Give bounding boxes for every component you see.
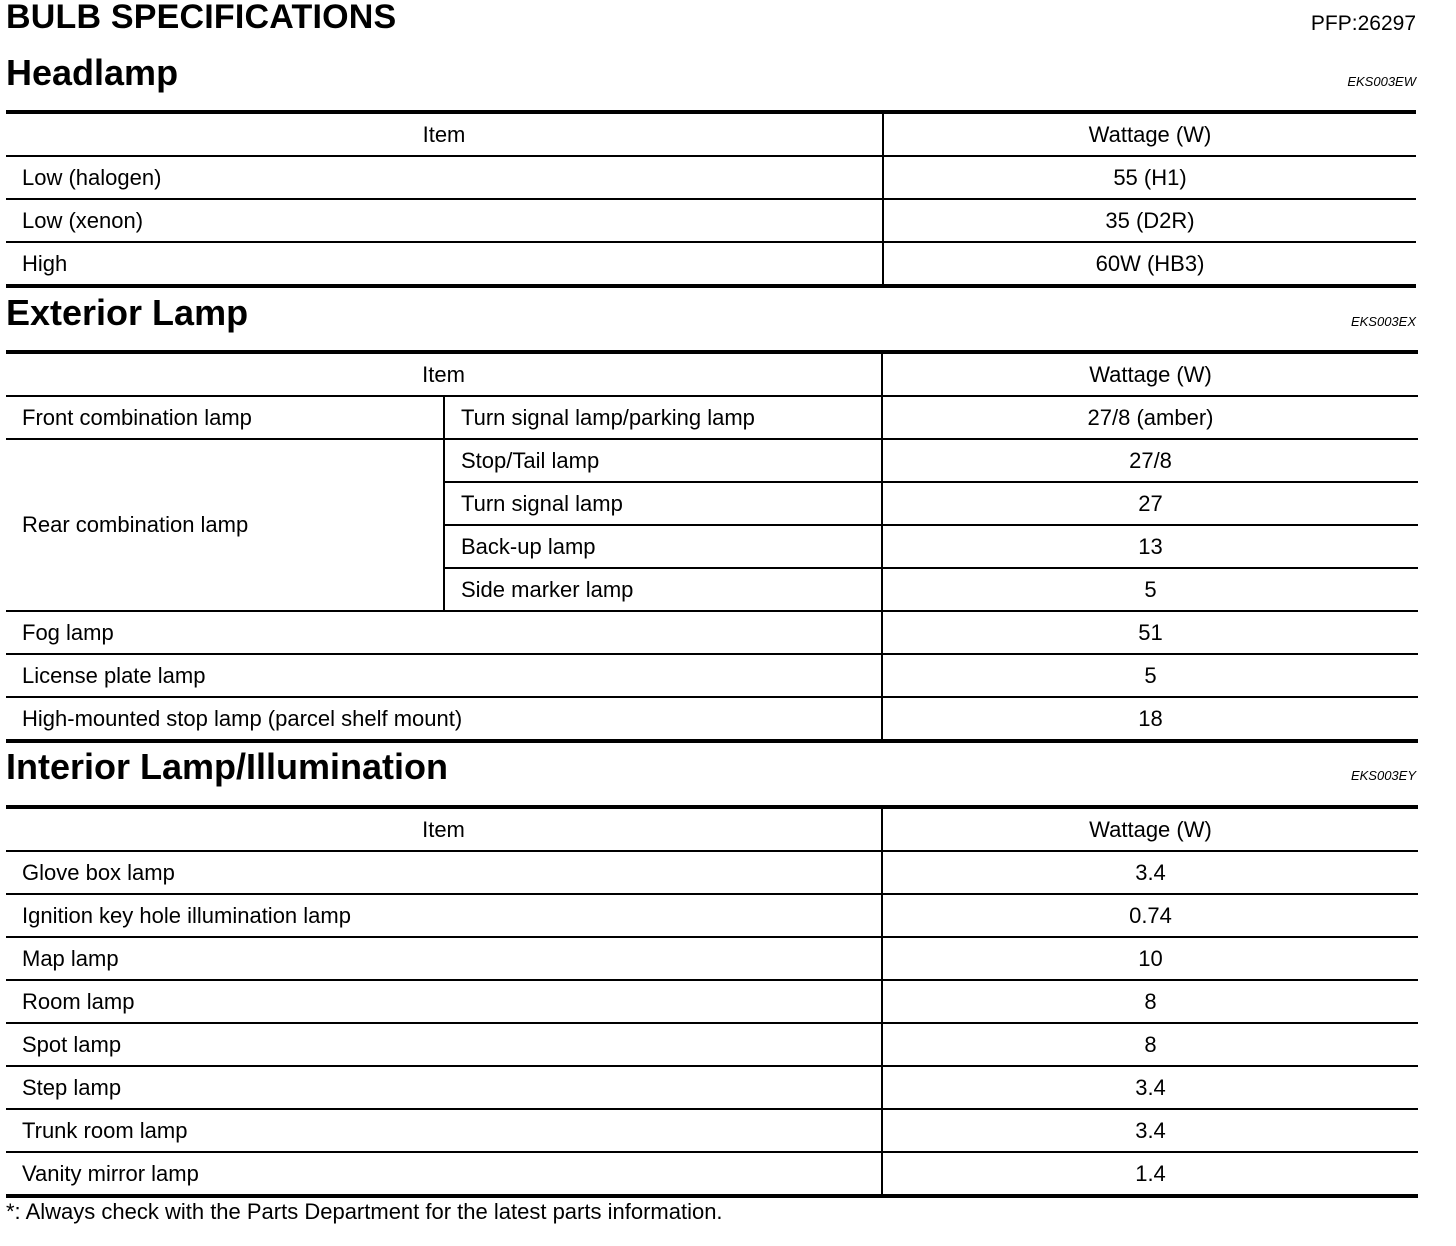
row-item: Low (halogen) [6,156,883,199]
interior-title: Interior Lamp/Illumination [6,746,449,787]
table-row [6,697,1418,741]
page-title: BULB SPECIFICATIONS [6,0,397,36]
row-item: High-mounted stop lamp (parcel shelf mount) [6,697,882,741]
row-item: Trunk room lamp [6,1109,882,1152]
row-wattage: 3.4 [882,1109,1418,1152]
table-row [6,654,1418,697]
table-row [6,1109,1418,1152]
front-combination-group: Front combination lamp [6,396,444,439]
headlamp-table [6,110,1416,288]
row-wattage: 1.4 [882,1152,1418,1196]
row-wattage: 27/8 [882,439,1418,482]
row-item: Glove box lamp [6,851,882,894]
table-row [6,851,1418,894]
table-row [6,242,1416,286]
row-wattage: 5 [882,654,1418,697]
table-row [6,156,1416,199]
exterior-code: EKS003EX [1350,314,1416,329]
row-item: License plate lamp [6,654,882,697]
row-item: Room lamp [6,980,882,1023]
row-item: Turn signal lamp/parking lamp [444,396,882,439]
table-row [6,199,1416,242]
row-wattage: 27/8 (amber) [882,396,1418,439]
row-item: High [6,242,883,286]
interior-table [6,805,1418,1198]
row-item: Fog lamp [6,611,882,654]
table-row [6,1152,1418,1196]
rear-combination-group: Rear combination lamp [6,439,444,611]
row-item: Side marker lamp [444,568,882,611]
row-wattage: 8 [882,1023,1418,1066]
footnote: *: Always check with the Parts Department for the latest parts information. [6,1199,723,1224]
row-wattage: 3.4 [882,851,1418,894]
row-item: Spot lamp [6,1023,882,1066]
row-item: Back-up lamp [444,525,882,568]
row-wattage: 27 [882,482,1418,525]
table-row [6,1023,1418,1066]
row-wattage: 55 (H1) [883,156,1416,199]
row-item: Map lamp [6,937,882,980]
part-number: PFP:26297 [1310,12,1416,35]
headlamp-col-item: Item [6,112,883,156]
row-item: Ignition key hole illumination lamp [6,894,882,937]
table-row [6,894,1418,937]
exterior-table [6,350,1418,743]
table-row [6,1066,1418,1109]
row-wattage: 18 [882,697,1418,741]
table-row [6,439,1418,482]
row-item: Low (xenon) [6,199,883,242]
row-wattage: 35 (D2R) [883,199,1416,242]
row-wattage: 10 [882,937,1418,980]
row-item: Vanity mirror lamp [6,1152,882,1196]
row-wattage: 13 [882,525,1418,568]
row-item: Step lamp [6,1066,882,1109]
row-wattage: 60W (HB3) [883,242,1416,286]
headlamp-code: EKS003EW [1347,74,1416,89]
table-row [6,611,1418,654]
row-wattage: 8 [882,980,1418,1023]
row-wattage: 0.74 [882,894,1418,937]
interior-col-item: Item [6,807,882,851]
row-item: Turn signal lamp [444,482,882,525]
row-wattage: 51 [882,611,1418,654]
table-row [6,396,1418,439]
interior-col-wattage: Wattage (W) [882,807,1418,851]
exterior-title: Exterior Lamp [6,292,249,333]
row-wattage: 3.4 [882,1066,1418,1109]
headlamp-title: Headlamp [6,52,179,93]
interior-code: EKS003EY [1350,768,1416,783]
row-item: Stop/Tail lamp [444,439,882,482]
exterior-col-item: Item [6,352,882,396]
headlamp-col-wattage: Wattage (W) [883,112,1416,156]
table-row [6,937,1418,980]
table-row [6,980,1418,1023]
row-wattage: 5 [882,568,1418,611]
exterior-col-wattage: Wattage (W) [882,352,1418,396]
